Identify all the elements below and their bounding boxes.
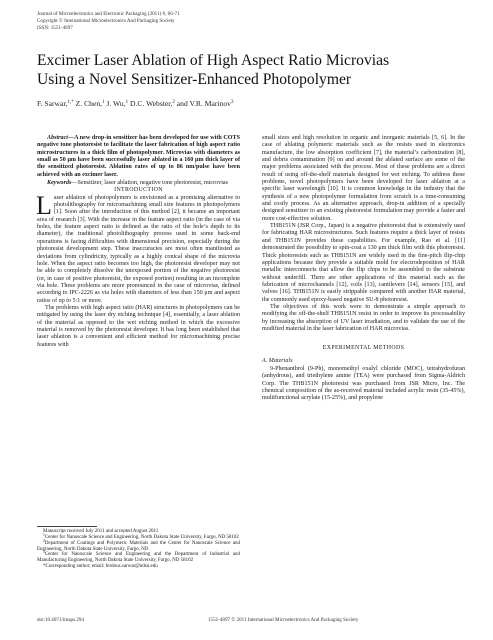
affiliation-3-marker: 3 [43,550,45,555]
affiliation-2-marker: 2 [43,538,45,543]
title-line-2: Using a Novel Sensitizer-Enhanced Photopolymer [37,70,352,88]
left-column [37,135,240,349]
author-3-affiliation: 1 [125,100,129,105]
journal-header [37,11,457,32]
corresponding-author: *Corresponding author; email: ferdous.sarwar@ndsu.edu [43,564,158,570]
intro-paragraph-2: The problems with high aspect ratio (HAR) structures in photopolymers can be mitigated by using the laser dry etching technique [4], essentially, a laser ablation of the material as opposed to the wet etching method in which the excessive material is removed by the photoresist developer. It has long been established that laser ablation is a convenient and efficient method for micromachining precise features with [37,304,240,348]
intro-paragraph-3: small sizes and high resolution in organic and inorganic materials [5, 6]. In the case of ablating polymeric materials such as the resists used in electronics manufacture, the low absorption coefficient [7], the material’s carbonization [8], and debris contamination [9] on and around the ablated surface are some of the major problems associated with the process. Most of these problems are a direct result of using off-the-shelf materials designed for wet etching. To address these problems, novel photopolymers have been developed for laser ablation at a specific laser wavelength [10]. It is common knowledge in the industry that the synthesis of a new photopolymer formulation from scratch is a time-consuming and costly process. As an alternative approach, drop-in addition of a specially designed sensitizer to an existing photoresist formulation may provide a faster and more cost-effective solution. [262,135,465,222]
author-5: and V.R. Marinov [174,99,231,108]
footnotes [37,529,240,570]
intro-paragraph-1-text: aser ablation of photopolymers is envisioned as a promising alternative to photolithography for micromachining small size features in photopolymers [1]. Soon after the introduction of this method [2], it became an important area of research [3]. With the increase in the feature aspect ratio (in the case of via holes, the feature aspect ratio is defined as the ratio of the hole’s depth to its diameter), the traditional photolithography process used in some back-end operations is facing difficulties with dimensional precision, especially during the photoresist development step. These inaccuracies are most often manifested as deviations from cylindricity, typically as a highly conical shape of the microvia hole. When the aspect ratio becomes too high, the photoresist developer may not be able to completely dissolve the unexposed portion of the negative photoresist (or, in case of positive photoresist, the exposed portion) resulting in an incomplete via hole. These problems are more pronounced in the case of microvias, defined according to IPC-2226 as via holes with diameters of less than 150 μm and aspect ratios of up to 5:1 or more. [37,194,240,304]
right-column [262,135,465,403]
affiliation-3-text: Center for Nanoscale Science and Engineering and the Department of Industrial and Manufacturing Engineering, North Dakota State University, Fargo, ND 58102 [37,552,240,564]
manuscript-dates: Manuscript received July 2011 and accepted August 2011 [43,529,159,534]
drop-cap: L [36,190,52,220]
author-2-affiliation: 1 [102,100,105,105]
copyright-line: Copyright © International Microelectronics And Packaging Society [37,18,175,24]
author-4: D.C. Webster, [128,99,173,108]
author-list [37,99,462,108]
keywords-text: —Sensitizer, laser ablation, negative tone photoresist, microvias [71,180,229,187]
issn-line: ISSN: 1551-4897 [37,25,73,31]
methods-heading: EXPERIMENTAL METHODS [322,345,405,352]
affiliation-2 [37,538,240,553]
journal-citation: Journal of Microelectronics and Electronic Packaging (2011) 8, 66-71 [37,11,180,17]
footnote-rule [37,526,97,527]
author-3: J. Wu, [104,99,126,108]
affiliation-1-marker: 1 [43,532,45,537]
intro-paragraph-1 [36,190,240,305]
author-1: F. Sarwar, [37,99,68,108]
paper-title [37,52,462,89]
affiliation-2-text: Department of Coatings and Polymeric Materials and the Center for Nanoscale Science and Engineering, North Dakota State University, Fargo, ND [37,540,240,552]
author-2: Z. Chen, [73,99,103,108]
affiliation-3 [37,552,240,564]
author-1-affiliation: 1,* [67,100,74,105]
abstract-text: —A new drop-in sensitizer has been developed for use with COTS negative tone photoresist to facilitate the laser fabrication of high aspect ratio microstructures in a thick film of photopolymer. Microvias with diameters as small as 50 μm have been successfully laser ablated in a 160 μm thick layer of the sensitized photoresist. Ablation rates of up to 86 nm/pulse have been achieved with an excimer laser. [37,135,240,178]
author-5-affiliation: 3 [230,100,234,105]
abstract [37,135,240,179]
intro-paragraph-4: THB151N (JSR Corp., Japan) is a negative photoresist that is extensively used for fabricating HAR microstructures. Such features require a thick layer of resists and THB151N provides these capabilities. For example, Rao et al. [11] demonstrated the possibility to spin-coat a 130 μm thick film with this photoresist. Thick photoresists such as THB151N are widely used in the fine-pitch flip-chip applications because they provide a suitable mold for electrodeposition of HAR metallic interconnects that allow the flip chips to be assembled to the substrate without underfill. There are other applications of this material such as the fabrication of microchannels [12], coils [13], cantilevers [14], sensors [15], and valves [16]. THB151N is easily strippable compared with another HAR material, the commonly used epoxy-based negative SU-8 photoresist. [262,223,465,303]
title-line-1: Excimer Laser Ablation of High Aspect Ratio Microvias [37,52,390,69]
doi-footer: doi:10.4071/imaps.294 [37,617,84,623]
abstract-label: Abstract [47,135,68,141]
intro-paragraph-5: The objectives of this work were to demonstrate a simple approach to modifying the off-the-shelf THB151N resist in order to improve its processability by increasing the absorption of UV laser irradiation, and to validate the use of the modified material in the laser fabrication of HAR microvias. [262,303,465,332]
materials-paragraph: 9-Phenanthrol (9-Ph), monomethyl oxalyl chloride (MOC), tetrahydrofuran (anhydrous), and triethylene amine (TEA) were purchased from Sigma-Aldrich Corp. The THB151N photoresist was purchased from JSR Micro, Inc. The chemical composition of the as-received material included acrylic resin (35-45%), multifunctional acrylate (15-25%), and propylene [262,365,465,402]
keywords [37,180,240,187]
affiliation-1-text: Center for Nanoscale Science and Engineering, North Dakota State University, Fargo, ND 58102 [44,534,239,540]
keywords-label: Keywords [47,180,72,187]
author-4-affiliation: 2 [172,100,175,105]
issn-footer: 1551-4897 © 2011 International Microelectronics And Packaging Society [208,617,359,623]
materials-subheading: A. Materials [262,357,293,364]
introduction-heading: INTRODUCTION [114,187,163,194]
